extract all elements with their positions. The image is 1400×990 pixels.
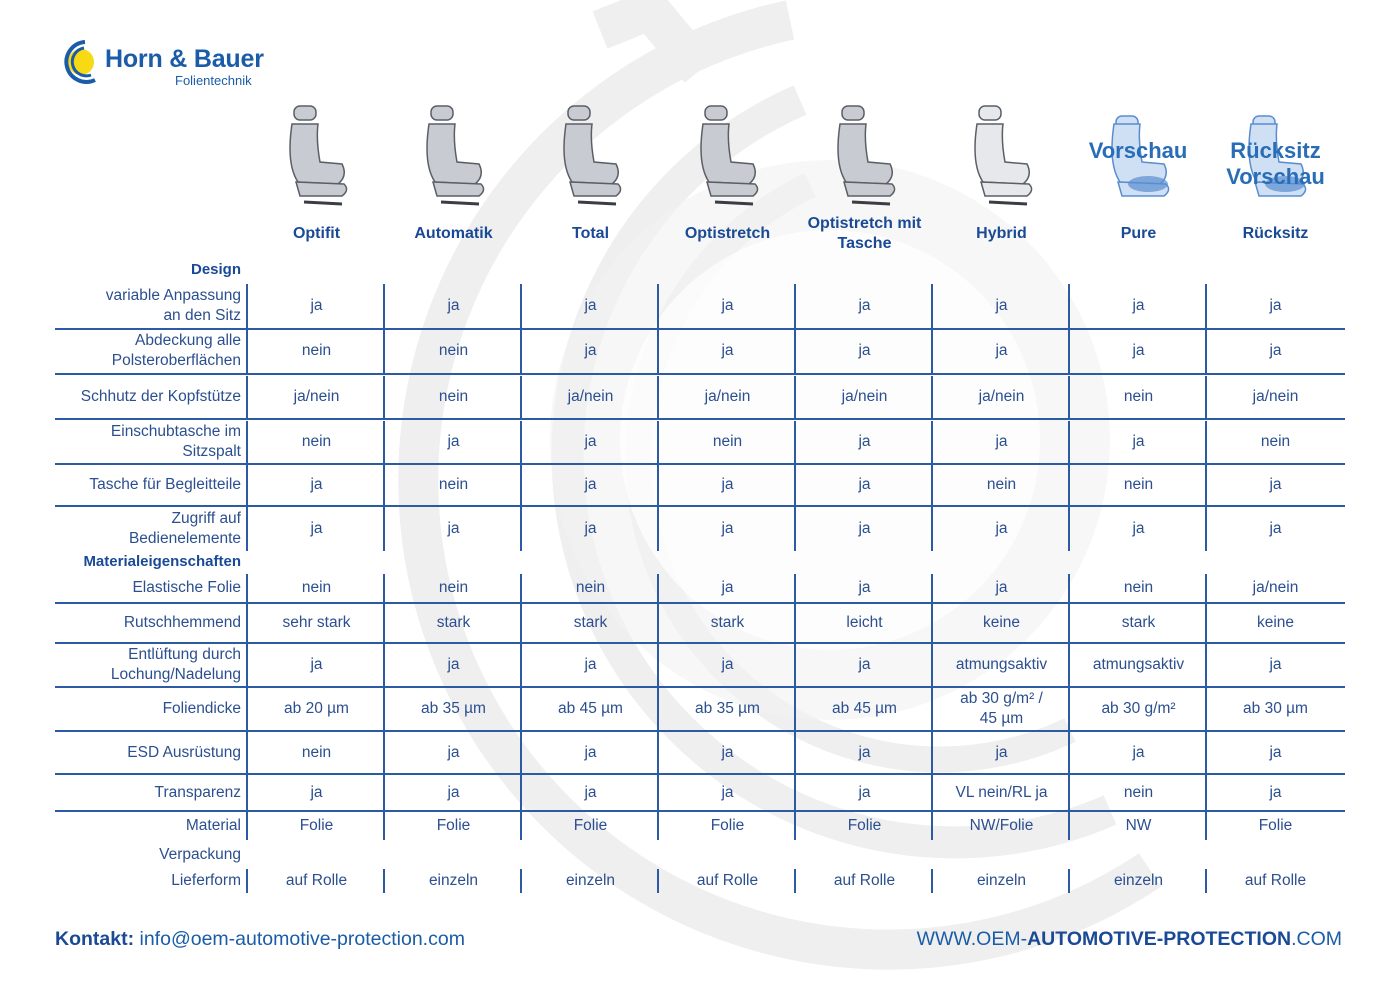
column-divider xyxy=(657,732,659,773)
column-divider xyxy=(931,421,933,463)
row-label: ESD Ausrüstung xyxy=(127,743,241,761)
column-divider xyxy=(794,421,796,463)
column-divider xyxy=(1068,644,1070,686)
column-divider xyxy=(1205,329,1207,373)
table-cell: ja xyxy=(1269,783,1282,801)
column-divider xyxy=(931,376,933,418)
product-1 xyxy=(248,100,385,260)
column-divider xyxy=(931,507,933,551)
product-name: Optifit xyxy=(292,225,341,242)
table-cell: ja xyxy=(721,783,734,801)
table-cell: nein xyxy=(712,433,743,450)
table-cell: stark xyxy=(573,614,608,631)
table-cell: ja xyxy=(310,297,323,314)
table-cell: auf Rolle xyxy=(1244,872,1307,889)
column-divider xyxy=(657,604,659,642)
table-cell: einzeln xyxy=(1113,872,1164,889)
table-row xyxy=(55,812,1345,840)
column-divider xyxy=(520,329,522,373)
table-cell: ja xyxy=(1132,342,1145,359)
column-divider xyxy=(383,732,385,773)
table-cell: ja xyxy=(995,579,1008,596)
column-divider xyxy=(520,644,522,686)
column-divider xyxy=(794,376,796,418)
table-row xyxy=(55,284,1345,330)
column-divider xyxy=(1068,421,1070,463)
column-divider xyxy=(520,732,522,773)
column-divider xyxy=(657,465,659,505)
website-link[interactable] xyxy=(917,928,1342,951)
column-divider xyxy=(657,812,659,840)
column-divider xyxy=(657,329,659,373)
product-name: Automatik xyxy=(414,225,493,242)
column-divider xyxy=(794,775,796,810)
contact-label: Kontakt: xyxy=(55,928,135,950)
product-4 xyxy=(659,100,796,260)
table-cell: ja xyxy=(858,342,871,359)
column-divider xyxy=(246,507,248,551)
table-cell: ja xyxy=(858,433,871,450)
column-divider xyxy=(1205,574,1207,602)
table-row xyxy=(55,775,1345,812)
column-divider xyxy=(931,329,933,373)
column-divider xyxy=(1205,732,1207,773)
column-divider xyxy=(520,376,522,418)
table-cell: ja xyxy=(1269,297,1282,314)
table-cell: ja xyxy=(310,476,323,493)
column-divider xyxy=(520,775,522,810)
table-cell: einzeln xyxy=(976,872,1027,889)
table-cell: ab 45 µm xyxy=(832,700,897,717)
product-5 xyxy=(796,100,933,260)
preview-overlay: Vorschau xyxy=(1088,138,1188,163)
table-cell: nein xyxy=(986,476,1017,493)
contact-info xyxy=(55,928,465,951)
row-label: Rutschhemmend xyxy=(123,614,241,631)
table-cell: ja xyxy=(858,783,871,801)
table-cell: VL nein/RL ja xyxy=(955,783,1048,801)
column-divider xyxy=(657,421,659,463)
table-cell: stark xyxy=(436,614,471,631)
table-cell: keine xyxy=(1256,614,1295,631)
table-cell: nein xyxy=(301,433,332,450)
table-cell: ja xyxy=(858,579,871,596)
column-divider xyxy=(931,775,933,810)
table-cell: ja xyxy=(1132,433,1145,450)
table-cell: nein xyxy=(438,342,469,359)
brand-subtitle: Folientechnik xyxy=(175,73,252,88)
column-divider xyxy=(1068,869,1070,893)
section-design: Design xyxy=(190,261,241,278)
packaging-row xyxy=(55,843,1345,895)
product-name: Pure xyxy=(1120,225,1157,242)
table-cell: ja xyxy=(995,297,1008,314)
column-divider xyxy=(1205,284,1207,328)
column-divider xyxy=(383,284,385,328)
column-divider xyxy=(931,465,933,505)
table-cell: ab 35 µm xyxy=(695,700,760,717)
table-cell: einzeln xyxy=(428,872,479,889)
table-cell: sehr stark xyxy=(282,614,351,631)
table-cell: ja xyxy=(584,656,597,673)
column-divider xyxy=(520,574,522,602)
table-cell: ja xyxy=(310,656,323,673)
column-divider xyxy=(246,604,248,642)
table-cell: ja xyxy=(447,743,460,761)
column-divider xyxy=(794,604,796,642)
section-material: Materialeigenschaften xyxy=(83,553,241,570)
row-label: Abdeckung alle Polsteroberflächen xyxy=(111,332,241,369)
column-divider xyxy=(520,688,522,730)
row-label: Schhutz der Kopfstütze xyxy=(80,388,241,405)
horn-bauer-logo-icon xyxy=(55,38,103,86)
column-divider xyxy=(931,869,933,893)
table-cell: auf Rolle xyxy=(696,872,759,889)
column-divider xyxy=(520,604,522,642)
column-divider xyxy=(1068,465,1070,505)
column-divider xyxy=(246,329,248,373)
table-cell: ab 35 µm xyxy=(421,700,486,717)
table-cell: ab 30 g/m² xyxy=(1101,700,1176,717)
column-divider xyxy=(383,775,385,810)
table-cell: nein xyxy=(438,388,469,405)
column-divider xyxy=(246,644,248,686)
table-cell: nein xyxy=(301,342,332,359)
row-label-packaging: Verpackung xyxy=(159,846,241,863)
column-divider xyxy=(794,574,796,602)
column-divider xyxy=(520,421,522,463)
table-row xyxy=(55,688,1345,732)
product-header xyxy=(248,100,1345,260)
website-prefix: WWW.OEM- xyxy=(916,928,1028,950)
brand-name: Horn & Bauer xyxy=(105,45,264,73)
table-cell: ja xyxy=(447,297,460,314)
table-cell: nein xyxy=(438,579,469,596)
table-cell: ab 20 µm xyxy=(284,700,349,717)
column-divider xyxy=(1205,507,1207,551)
column-divider xyxy=(794,688,796,730)
table-cell: nein xyxy=(1123,388,1154,405)
seat-cover-icon xyxy=(687,104,767,214)
table-cell: ja xyxy=(858,656,871,673)
table-cell: nein xyxy=(1123,783,1154,801)
column-divider xyxy=(383,376,385,418)
column-divider xyxy=(657,284,659,328)
table-row xyxy=(55,507,1345,551)
table-cell: ja/nein xyxy=(567,388,614,405)
table-row xyxy=(55,421,1345,465)
table-cell: ja/nein xyxy=(978,388,1025,405)
column-divider xyxy=(931,812,933,840)
table-cell: ja/nein xyxy=(293,388,340,405)
website-domain: AUTOMOTIVE-PROTECTION xyxy=(1027,928,1292,950)
table-cell: atmungsaktiv xyxy=(1092,656,1185,673)
table-cell: ja xyxy=(721,520,734,537)
column-divider xyxy=(1068,507,1070,551)
table-cell: ja xyxy=(1269,342,1282,359)
table-cell: Folie xyxy=(573,817,608,834)
table-cell: ja xyxy=(858,476,871,493)
product-name: Hybrid xyxy=(976,225,1027,242)
column-divider xyxy=(1068,812,1070,840)
table-cell: nein xyxy=(301,579,332,596)
column-divider xyxy=(520,284,522,328)
table-cell: Folie xyxy=(847,817,882,834)
column-divider xyxy=(383,812,385,840)
table-cell: ja xyxy=(858,743,871,761)
product-name: Optistretch xyxy=(684,225,771,242)
table-cell: stark xyxy=(1121,614,1156,631)
row-label: Transparenz xyxy=(154,783,241,801)
product-6 xyxy=(933,100,1070,260)
product-7 xyxy=(1070,100,1207,260)
column-divider xyxy=(794,644,796,686)
column-divider xyxy=(1205,421,1207,463)
table-cell: auf Rolle xyxy=(833,872,896,889)
table-cell: nein xyxy=(301,743,332,761)
row-label: Einschubtasche im Sitzspalt xyxy=(110,423,241,460)
column-divider xyxy=(657,775,659,810)
column-divider xyxy=(657,688,659,730)
column-divider xyxy=(794,465,796,505)
table-cell: ja/nein xyxy=(841,388,888,405)
product-8 xyxy=(1207,100,1344,260)
table-cell: Folie xyxy=(299,817,334,834)
seat-cover-icon xyxy=(824,104,904,214)
column-divider xyxy=(246,869,248,893)
column-divider xyxy=(1068,732,1070,773)
table-cell: ab 30 g/m² / 45 µm xyxy=(960,690,1043,727)
table-cell: ja xyxy=(447,433,460,450)
table-cell: ja xyxy=(995,342,1008,359)
column-divider xyxy=(931,732,933,773)
table-cell: ja xyxy=(995,433,1008,450)
column-divider xyxy=(383,644,385,686)
table-row xyxy=(55,644,1345,688)
column-divider xyxy=(246,421,248,463)
column-divider xyxy=(931,644,933,686)
column-divider xyxy=(246,284,248,328)
row-label: Material xyxy=(185,817,241,834)
column-divider xyxy=(794,812,796,840)
row-label: Foliendicke xyxy=(162,700,241,717)
table-cell: auf Rolle xyxy=(285,872,348,889)
column-divider xyxy=(246,688,248,730)
column-divider xyxy=(1205,604,1207,642)
table-cell: ja xyxy=(447,520,460,537)
column-divider xyxy=(1205,376,1207,418)
row-label: Entlüftung durch Lochung/Nadelung xyxy=(110,646,241,683)
table-cell: ja xyxy=(1132,520,1145,537)
table-cell: ja xyxy=(310,520,323,537)
column-divider xyxy=(794,869,796,893)
table-cell: NW/Folie xyxy=(969,817,1034,834)
column-divider xyxy=(383,507,385,551)
table-cell: ja xyxy=(447,656,460,673)
column-divider xyxy=(246,574,248,602)
column-divider xyxy=(520,812,522,840)
column-divider xyxy=(383,329,385,373)
column-divider xyxy=(246,465,248,505)
table-cell: ja/nein xyxy=(1252,388,1299,405)
table-cell: nein xyxy=(1123,579,1154,596)
table-cell: nein xyxy=(438,476,469,493)
table-cell: ja xyxy=(721,297,734,314)
column-divider xyxy=(1068,775,1070,810)
column-divider xyxy=(794,732,796,773)
column-divider xyxy=(383,688,385,730)
row-label: variable Anpassung an den Sitz xyxy=(105,287,241,324)
table-cell: keine xyxy=(982,614,1021,631)
column-divider xyxy=(657,376,659,418)
table-cell: ja xyxy=(1269,520,1282,537)
column-divider xyxy=(246,376,248,418)
column-divider xyxy=(794,284,796,328)
row-label: Tasche für Begleitteile xyxy=(89,476,241,493)
seat-cover-icon xyxy=(961,104,1041,214)
column-divider xyxy=(931,604,933,642)
table-row xyxy=(55,465,1345,507)
column-divider xyxy=(383,869,385,893)
table-cell: ja xyxy=(721,579,734,596)
column-divider xyxy=(931,574,933,602)
column-divider xyxy=(794,329,796,373)
table-row xyxy=(55,732,1345,775)
table-row xyxy=(55,574,1345,604)
table-cell: ja xyxy=(310,783,323,801)
table-cell: nein xyxy=(575,579,606,596)
table-row xyxy=(55,376,1345,420)
column-divider xyxy=(657,869,659,893)
product-name: Optistretch mit Tasche xyxy=(807,215,922,252)
table-cell: ja xyxy=(995,520,1008,537)
table-cell: ja xyxy=(584,783,597,801)
column-divider xyxy=(520,869,522,893)
column-divider xyxy=(383,574,385,602)
table-cell: ja xyxy=(584,297,597,314)
table-cell: ab 45 µm xyxy=(558,700,623,717)
table-cell: ja xyxy=(584,743,597,761)
seat-cover-icon xyxy=(550,104,630,214)
website-suffix: .COM xyxy=(1291,928,1342,950)
table-cell: ja xyxy=(721,342,734,359)
column-divider xyxy=(1205,775,1207,810)
table-cell: ja xyxy=(1269,656,1282,673)
column-divider xyxy=(794,507,796,551)
table-cell: ja xyxy=(1132,743,1145,761)
table-cell: ja/nein xyxy=(1252,579,1299,596)
row-label: Elastische Folie xyxy=(132,579,241,596)
table-cell: ja xyxy=(858,297,871,314)
column-divider xyxy=(1068,604,1070,642)
column-divider xyxy=(1068,284,1070,328)
column-divider xyxy=(383,465,385,505)
table-cell: ja xyxy=(858,520,871,537)
table-cell: ja xyxy=(1269,476,1282,493)
column-divider xyxy=(1205,644,1207,686)
table-cell: ja xyxy=(721,656,734,673)
product-name: Rücksitz xyxy=(1242,225,1309,242)
column-divider xyxy=(1205,869,1207,893)
column-divider xyxy=(1068,376,1070,418)
table-cell: ja xyxy=(584,342,597,359)
table-cell: ja xyxy=(721,743,734,761)
seat-cover-icon xyxy=(276,104,356,214)
table-cell: ja xyxy=(584,433,597,450)
column-divider xyxy=(520,465,522,505)
table-cell: ja xyxy=(1269,743,1282,761)
brand-logo xyxy=(55,38,285,90)
table-cell: stark xyxy=(710,614,745,631)
table-cell: ja/nein xyxy=(704,388,751,405)
table-cell: ja xyxy=(1132,297,1145,314)
table-cell: nein xyxy=(1260,433,1291,450)
product-2 xyxy=(385,100,522,260)
table-row xyxy=(55,329,1345,375)
column-divider xyxy=(931,688,933,730)
table-cell: ja xyxy=(584,476,597,493)
column-divider xyxy=(657,507,659,551)
table-cell: Folie xyxy=(1258,817,1293,834)
column-divider xyxy=(1205,812,1207,840)
seat-cover-icon xyxy=(413,104,493,214)
column-divider xyxy=(520,507,522,551)
column-divider xyxy=(1068,688,1070,730)
column-divider xyxy=(1205,465,1207,505)
column-divider xyxy=(931,284,933,328)
column-divider xyxy=(657,574,659,602)
table-row xyxy=(55,604,1345,644)
table-cell: Folie xyxy=(436,817,471,834)
column-divider xyxy=(246,775,248,810)
column-divider xyxy=(1205,688,1207,730)
column-divider xyxy=(383,604,385,642)
column-divider xyxy=(1068,574,1070,602)
column-divider xyxy=(246,812,248,840)
table-cell: NW xyxy=(1125,817,1152,834)
table-cell: ab 30 µm xyxy=(1243,700,1308,717)
table-cell: leicht xyxy=(846,614,883,631)
table-cell: einzeln xyxy=(565,872,616,889)
contact-email[interactable]: info@oem-automotive-protection.com xyxy=(139,928,465,950)
column-divider xyxy=(1068,329,1070,373)
table-cell: ja xyxy=(584,520,597,537)
table-cell: atmungsaktiv xyxy=(955,656,1048,673)
table-cell: ja xyxy=(721,476,734,493)
preview-overlay: Rücksitz Vorschau xyxy=(1226,138,1325,189)
column-divider xyxy=(246,732,248,773)
table-cell: nein xyxy=(1123,476,1154,493)
table-cell: ja xyxy=(447,783,460,801)
table-cell: ja xyxy=(995,743,1008,761)
product-name: Total xyxy=(571,225,610,242)
product-3 xyxy=(522,100,659,260)
column-divider xyxy=(383,421,385,463)
row-label-delivery: Lieferform xyxy=(171,872,241,889)
row-label: Zugriff auf Bedienelemente xyxy=(128,510,241,547)
table-cell: Folie xyxy=(710,817,745,834)
column-divider xyxy=(657,644,659,686)
